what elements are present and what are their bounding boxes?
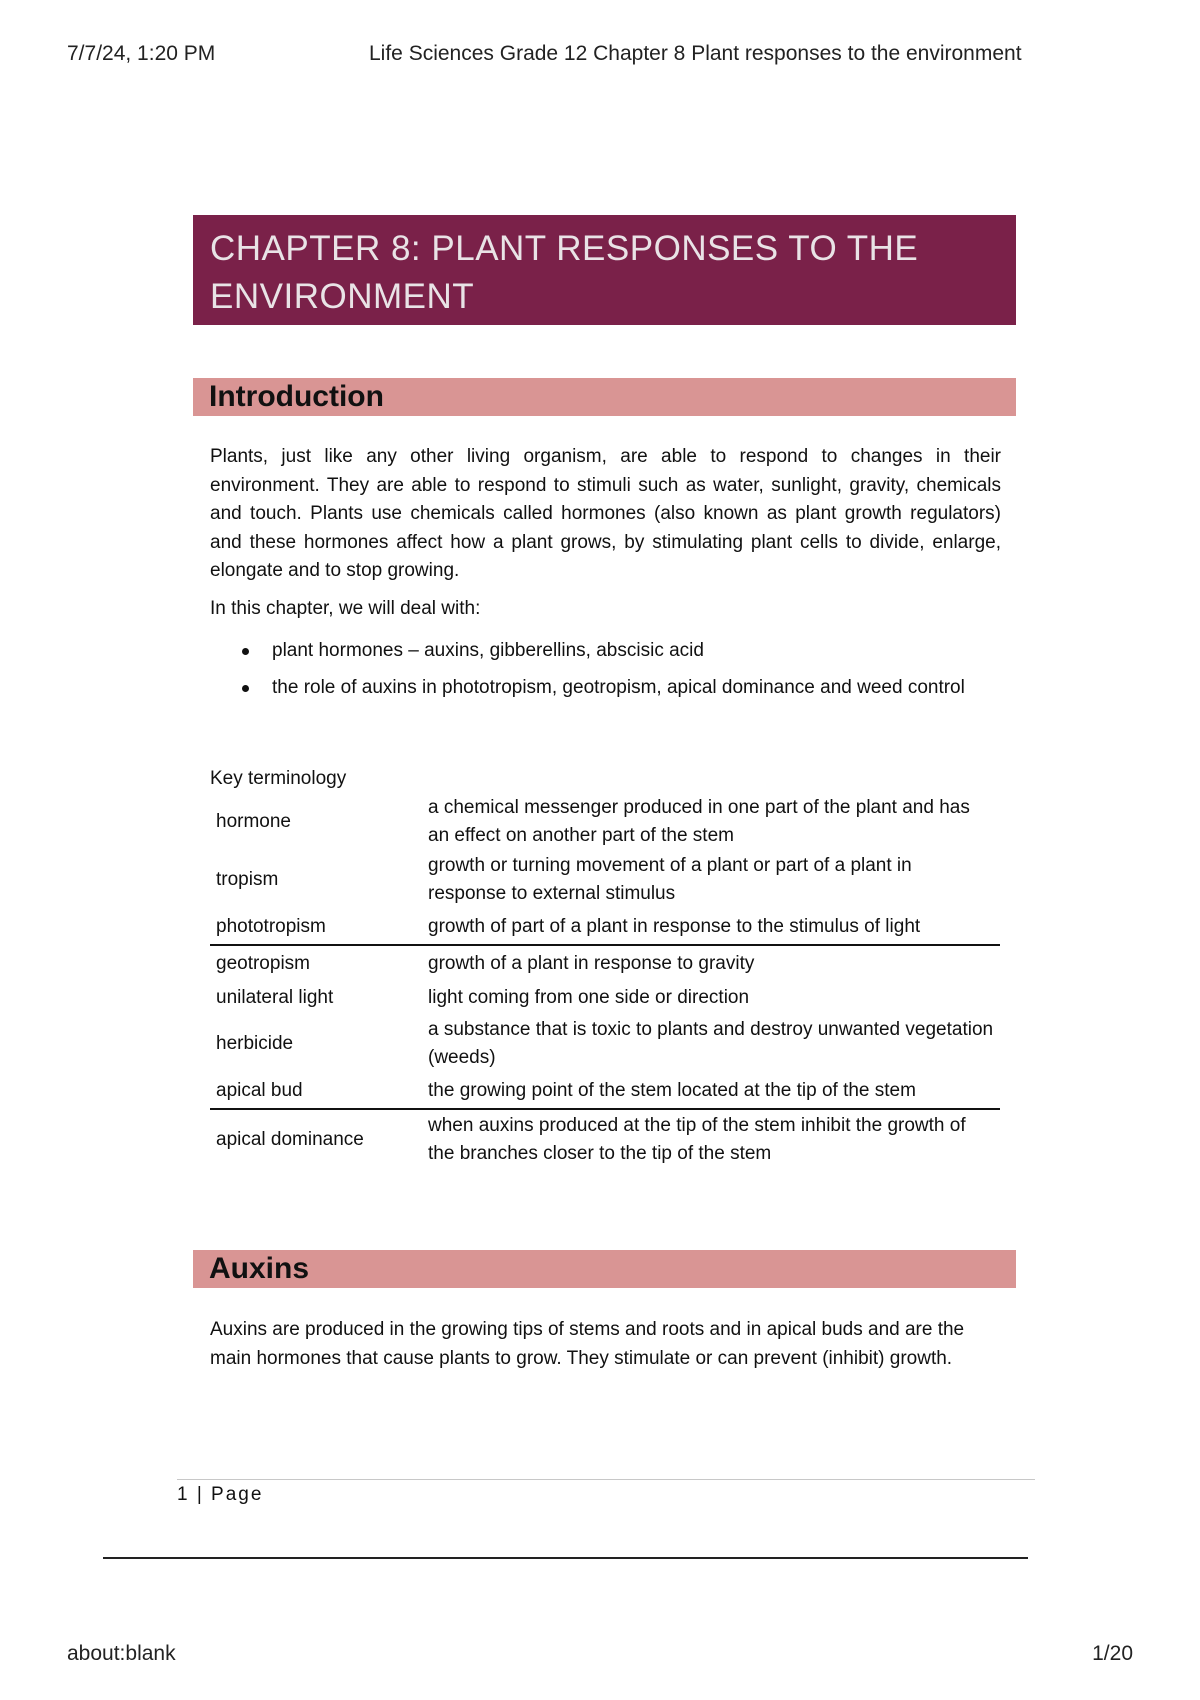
- definition-cell: a substance that is toxic to plants and destroy unwanted vegetation (weeds): [428, 1019, 994, 1068]
- chapter-title-line-2: ENVIRONMENT: [210, 277, 475, 316]
- list-item: [210, 637, 1001, 666]
- table-row: [210, 1015, 1000, 1073]
- term-cell: apical bud: [210, 1073, 422, 1109]
- definition-cell: light coming from one side or direction: [428, 987, 750, 1008]
- introduction-heading: Introduction: [209, 380, 384, 413]
- table-row: [210, 909, 1000, 945]
- introduction-bullet-list: [210, 637, 1001, 710]
- table-row: [210, 945, 1000, 981]
- chapter-banner: [193, 215, 1016, 325]
- bullet-icon: [242, 648, 249, 655]
- table-row: [210, 1109, 1000, 1169]
- term-cell: hormone: [216, 811, 291, 832]
- definition-cell: growth or turning movement of a plant or part of a plant in response to external stimulus: [428, 855, 912, 904]
- print-header: [67, 42, 1133, 70]
- term-cell: phototropism: [210, 909, 422, 945]
- print-page-count: 1/20: [1092, 1642, 1133, 1665]
- term-cell: tropism: [216, 869, 279, 890]
- print-url: about:blank: [67, 1642, 176, 1665]
- auxins-paragraph: Auxins are produced in the growing tips of stems and roots and in apical buds and are the main hormones that cause plants to grow. They stimulate or can prevent (inhibit) growth.: [210, 1319, 965, 1369]
- print-document-title: Life Sciences Grade 12 Chapter 8 Plant responses to the environment: [369, 42, 1022, 65]
- table-row: [210, 851, 1000, 909]
- introduction-paragraph: Plants, just like any other living organism, are able to respond to changes in their environment. They are able to respond to stimuli such as water, sunlight, gravity, chemicals and touch. Plants use chemicals called hormones (also known as plant growth regulators) and these hormones affect how a plant grows, by stimulating plant cells to divide, enlarge, elongate and to stop growing.: [210, 446, 1001, 581]
- key-terminology-table: [210, 793, 1000, 1169]
- print-date: 7/7/24, 1:20 PM: [67, 42, 216, 65]
- definition-cell: the growing point of the stem located at the tip of the stem: [422, 1073, 1000, 1109]
- auxins-heading: Auxins: [209, 1252, 310, 1285]
- term-cell: unilateral light: [216, 987, 334, 1008]
- definition-cell: growth of a plant in response to gravity: [428, 952, 755, 974]
- bullet-icon: [242, 685, 249, 692]
- divider: [103, 1557, 1028, 1559]
- table-row: [210, 793, 1000, 851]
- definition-cell: growth of part of a plant in response to the stimulus of light: [422, 909, 1000, 945]
- auxins-heading-bar: [193, 1250, 1016, 1288]
- definition-cell: when auxins produced at the tip of the stem inhibit the growth of the branches closer to the tip of the stem: [428, 1114, 966, 1164]
- page-number-footer: 1 | Page: [177, 1479, 1035, 1506]
- term-cell: geotropism: [216, 952, 310, 974]
- table-row: [210, 1073, 1000, 1109]
- definition-cell: a chemical messenger produced in one part of the plant and has an effect on another part of the stem: [428, 797, 970, 846]
- term-cell: apical dominance: [216, 1128, 364, 1150]
- print-footer: [67, 1642, 1133, 1670]
- bullet-text: plant hormones – auxins, gibberellins, abscisic acid: [272, 640, 704, 661]
- chapter-title-line-1: CHAPTER 8: PLANT RESPONSES TO THE: [210, 229, 919, 268]
- bullet-text: the role of auxins in phototropism, geotropism, apical dominance and weed control: [272, 676, 965, 698]
- list-item: [210, 674, 1001, 703]
- introduction-lead-in: In this chapter, we will deal with:: [210, 598, 481, 619]
- table-row: [210, 981, 1000, 1015]
- introduction-heading-bar: [193, 378, 1016, 416]
- term-cell: herbicide: [216, 1033, 294, 1054]
- key-terminology-caption: Key terminology: [210, 768, 347, 789]
